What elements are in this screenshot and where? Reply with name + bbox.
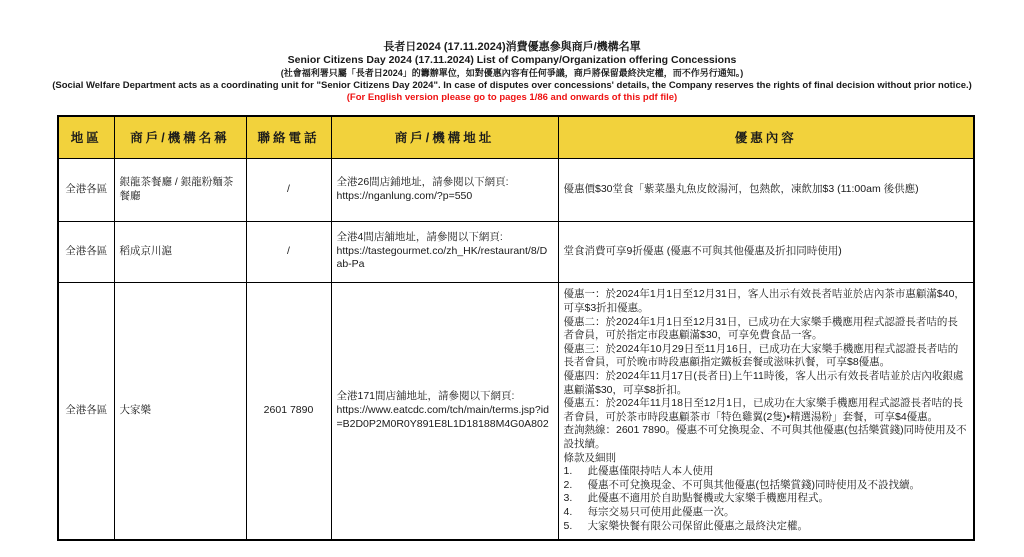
offer-line: 優惠一：於2024年1月1日至12月31日，客人出示有效長者咭並於店內茶市惠顧滿$40，可享$3折扣優惠。 (563, 288, 965, 314)
cell-phone: / (246, 221, 331, 282)
offer-line: 優惠三：於2024年10月29日至11月16日，已成功在大家樂手機應用程式認證長者咭的長者會員，可於晚市時段惠顧指定鐵板套餐或滋味扒餐，可享$8優惠。 (563, 342, 959, 369)
col-header-concession: 優惠內容 (558, 116, 974, 158)
term-text: 大家樂快餐有限公司保留此優惠之最終決定權。 (587, 519, 808, 532)
hotline-line: 查詢熱線：2601 7890。優惠不可兌換現金、不可與其他優惠(包括樂賞錢)同時使用及不設找續。 (563, 424, 967, 450)
term-number: 5. (563, 519, 573, 532)
offer-line: 優惠五：於2024年11月18日至12月1日，已成功在大家樂手機應用程式認證長者咭的長者會員，可於茶市時段惠顧茶市「特色雞翼(2隻)•精選湯粉」套餐，可享$4優惠。 (563, 397, 963, 423)
term-text: 每宗交易只可使用此優惠一次。 (587, 505, 735, 518)
table-header-row (58, 116, 974, 158)
address-intro: 全港4間店舖地址，請參閱以下網頁: (336, 231, 503, 244)
term-item (564, 492, 969, 506)
cell-district: 全港各區 (58, 221, 114, 282)
term-number: 1. (563, 465, 573, 478)
cell-phone: / (246, 158, 331, 221)
term-number: 2. (563, 478, 573, 491)
cell-district: 全港各區 (58, 282, 114, 540)
address-url-link[interactable]: https://www.eatcdc.com/tch/main/terms.jsp?id=B2D0P2M0R0Y891E8L1D18188M4G0A802 (336, 403, 549, 430)
disclaimer-en: (Social Welfare Department acts as a coordinating unit for "Senior Citizens Day 2024". In case of disputes over concessions' details, the Company reserves the rights of final decision without prior notice.) (52, 79, 972, 91)
cell-merchant-name: 稻成京川滬 (114, 221, 246, 282)
term-number: 4. (563, 505, 573, 518)
cell-district: 全港各區 (58, 158, 114, 221)
terms-title: 條款及細則 (563, 451, 616, 464)
disclaimer-zh: (社會福利署只屬「長者日2024」的籌辦單位，如對優惠內容有任何爭議，商戶將保留最終決定權，而不作另行通知。) (280, 68, 744, 78)
cell-address (331, 221, 558, 282)
term-item (564, 520, 969, 534)
col-header-name: 商戶/機構名稱 (114, 116, 246, 158)
address-url-link[interactable]: https://nganlung.com/?p=550 (336, 189, 473, 202)
address-intro: 全港26間店鋪地址，請參閱以下網頁: (336, 175, 509, 188)
offer-line: 優惠四：於2024年11月17日(長者日)上午11時後，客人出示有效長者咭並於店內收銀處惠顧滿$30，可享$8折扣。 (563, 369, 964, 396)
cell-phone: 2601 7890 (246, 282, 331, 540)
cell-address (331, 282, 558, 540)
cell-concession (558, 282, 974, 540)
concessions-table (57, 115, 975, 541)
address-url-link[interactable]: https://tastegourmet.co/zh_HK/restaurant/8/Dab-Pa (336, 244, 548, 271)
cell-merchant-name: 銀龍茶餐廳 / 銀龍粉麵茶餐廳 (114, 158, 246, 221)
cell-merchant-name: 大家樂 (114, 282, 246, 540)
term-item (564, 465, 969, 479)
col-header-phone: 聯絡電話 (246, 116, 331, 158)
title-zh: 長者日2024 (17.11.2024)消費優惠參與商戶/機構名單 (383, 41, 641, 53)
document-header (0, 41, 1024, 105)
table-row-ngan-lung (58, 158, 974, 221)
table-row-dab-pa (58, 221, 974, 282)
term-text: 此優惠僅限持咭人本人使用 (587, 465, 714, 478)
table-row-cafe-de-coral (58, 282, 974, 540)
title-en: Senior Citizens Day 2024 (17.11.2024) List of Company/Organization offering Concessions (287, 54, 737, 66)
term-text: 此優惠不適用於自助點餐機或大家樂手機應用程式。 (587, 492, 829, 505)
col-header-district: 地區 (58, 116, 114, 158)
col-header-address: 商戶/機構地址 (331, 116, 558, 158)
cell-concession: 優惠價$30堂食「紫菜墨丸魚皮餃湯河，包熱飲，凍飲加$3 (11:00am 後供應) (558, 158, 974, 221)
term-item (564, 506, 969, 520)
term-number: 3. (563, 492, 573, 505)
english-version-note: (For English version please go to pages 1/86 and onwards of this pdf file) (346, 92, 678, 103)
cell-concession: 堂食消費可享9折優惠 (優惠不可與其他優惠及折扣同時使用) (558, 221, 974, 282)
term-item (564, 479, 969, 493)
offer-line: 優惠二：於2024年1月1日至12月31日，已成功在大家樂手機應用程式認證長者咭的長者會員，可於指定市段惠顧滿$30，可享免費食品一客。 (563, 315, 958, 342)
cell-address (331, 158, 558, 221)
term-text: 優惠不可兌換現金、不可與其他優惠(包括樂賞錢)同時使用及不設找續。 (587, 478, 920, 491)
address-intro: 全港171間店舖地址，請參閱以下網頁: (336, 390, 515, 403)
